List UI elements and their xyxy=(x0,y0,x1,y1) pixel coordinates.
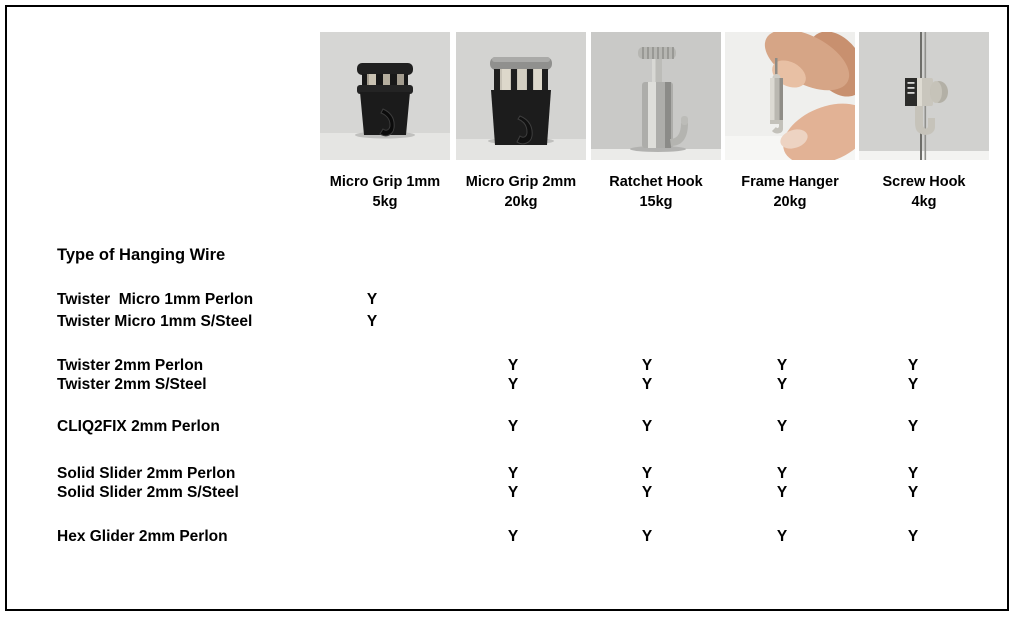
wire-type-label: Solid Slider 2mm Perlon xyxy=(57,465,236,482)
compat-mark: Y xyxy=(907,376,919,393)
compat-mark: Y xyxy=(907,465,919,482)
product-name: Ratchet Hook xyxy=(609,174,703,190)
wire-type-label: Twister 2mm Perlon xyxy=(57,357,204,374)
compat-mark: Y xyxy=(776,465,788,482)
compat-mark: Y xyxy=(641,528,653,545)
compat-mark: Y xyxy=(907,484,919,501)
product-name: Frame Hanger xyxy=(741,174,839,190)
table-row xyxy=(0,374,1016,396)
product-frame-hanger xyxy=(725,32,855,212)
compat-mark: Y xyxy=(641,357,653,374)
product-screw-hook xyxy=(859,32,989,212)
table-row xyxy=(0,526,1016,548)
wire-type-label: CLIQ2FIX 2mm Perlon xyxy=(57,418,220,435)
table-row xyxy=(0,289,1016,311)
compat-mark: Y xyxy=(507,357,519,374)
product-capacity: 20kg xyxy=(773,194,807,210)
compat-mark: Y xyxy=(507,484,519,501)
ratchet-hook-photo xyxy=(591,32,721,160)
product-capacity: 5kg xyxy=(372,194,398,210)
product-micro-grip-1mm xyxy=(320,32,450,212)
wire-type-label: Twister 2mm S/Steel xyxy=(57,376,207,393)
ratchet-hook-icon xyxy=(591,32,721,160)
product-capacity: 15kg xyxy=(639,194,673,210)
screw-hook-photo xyxy=(859,32,989,160)
table-row xyxy=(0,416,1016,438)
compat-mark: Y xyxy=(366,313,378,330)
compat-mark: Y xyxy=(366,291,378,308)
micro-grip-1mm-photo xyxy=(320,32,450,160)
screw-hook-icon xyxy=(859,32,989,160)
table-row xyxy=(0,311,1016,333)
compat-mark: Y xyxy=(776,528,788,545)
compat-mark: Y xyxy=(776,484,788,501)
product-name: Micro Grip 2mm xyxy=(465,174,577,190)
compat-mark: Y xyxy=(776,357,788,374)
frame-hanger-icon xyxy=(725,32,855,160)
micro-grip-2mm-photo xyxy=(456,32,586,160)
section-title: Type of Hanging Wire xyxy=(57,246,226,264)
compat-mark: Y xyxy=(776,418,788,435)
wire-type-label: Solid Slider 2mm S/Steel xyxy=(57,484,239,501)
compat-mark: Y xyxy=(641,376,653,393)
product-capacity: 20kg xyxy=(504,194,538,210)
compat-mark: Y xyxy=(907,418,919,435)
product-name: Screw Hook xyxy=(882,174,966,190)
wire-type-label: Twister Micro 1mm S/Steel xyxy=(57,313,253,330)
wire-type-label: Hex Glider 2mm Perlon xyxy=(57,528,228,545)
product-ratchet-hook xyxy=(591,32,721,212)
compat-mark: Y xyxy=(507,376,519,393)
compat-mark: Y xyxy=(641,465,653,482)
product-name: Micro Grip 1mm xyxy=(329,174,441,190)
compat-mark: Y xyxy=(776,376,788,393)
compat-mark: Y xyxy=(507,465,519,482)
compat-mark: Y xyxy=(907,528,919,545)
compat-mark: Y xyxy=(641,418,653,435)
micro-grip-1mm-icon xyxy=(320,32,450,160)
compat-mark: Y xyxy=(507,418,519,435)
wire-type-label: Twister Micro 1mm Perlon xyxy=(57,291,254,308)
compat-mark: Y xyxy=(507,528,519,545)
micro-grip-2mm-icon xyxy=(456,32,586,160)
product-capacity: 4kg xyxy=(911,194,937,210)
table-row xyxy=(0,482,1016,504)
product-micro-grip-2mm xyxy=(456,32,586,212)
frame-hanger-photo xyxy=(725,32,855,160)
compat-mark: Y xyxy=(641,484,653,501)
compat-mark: Y xyxy=(907,357,919,374)
